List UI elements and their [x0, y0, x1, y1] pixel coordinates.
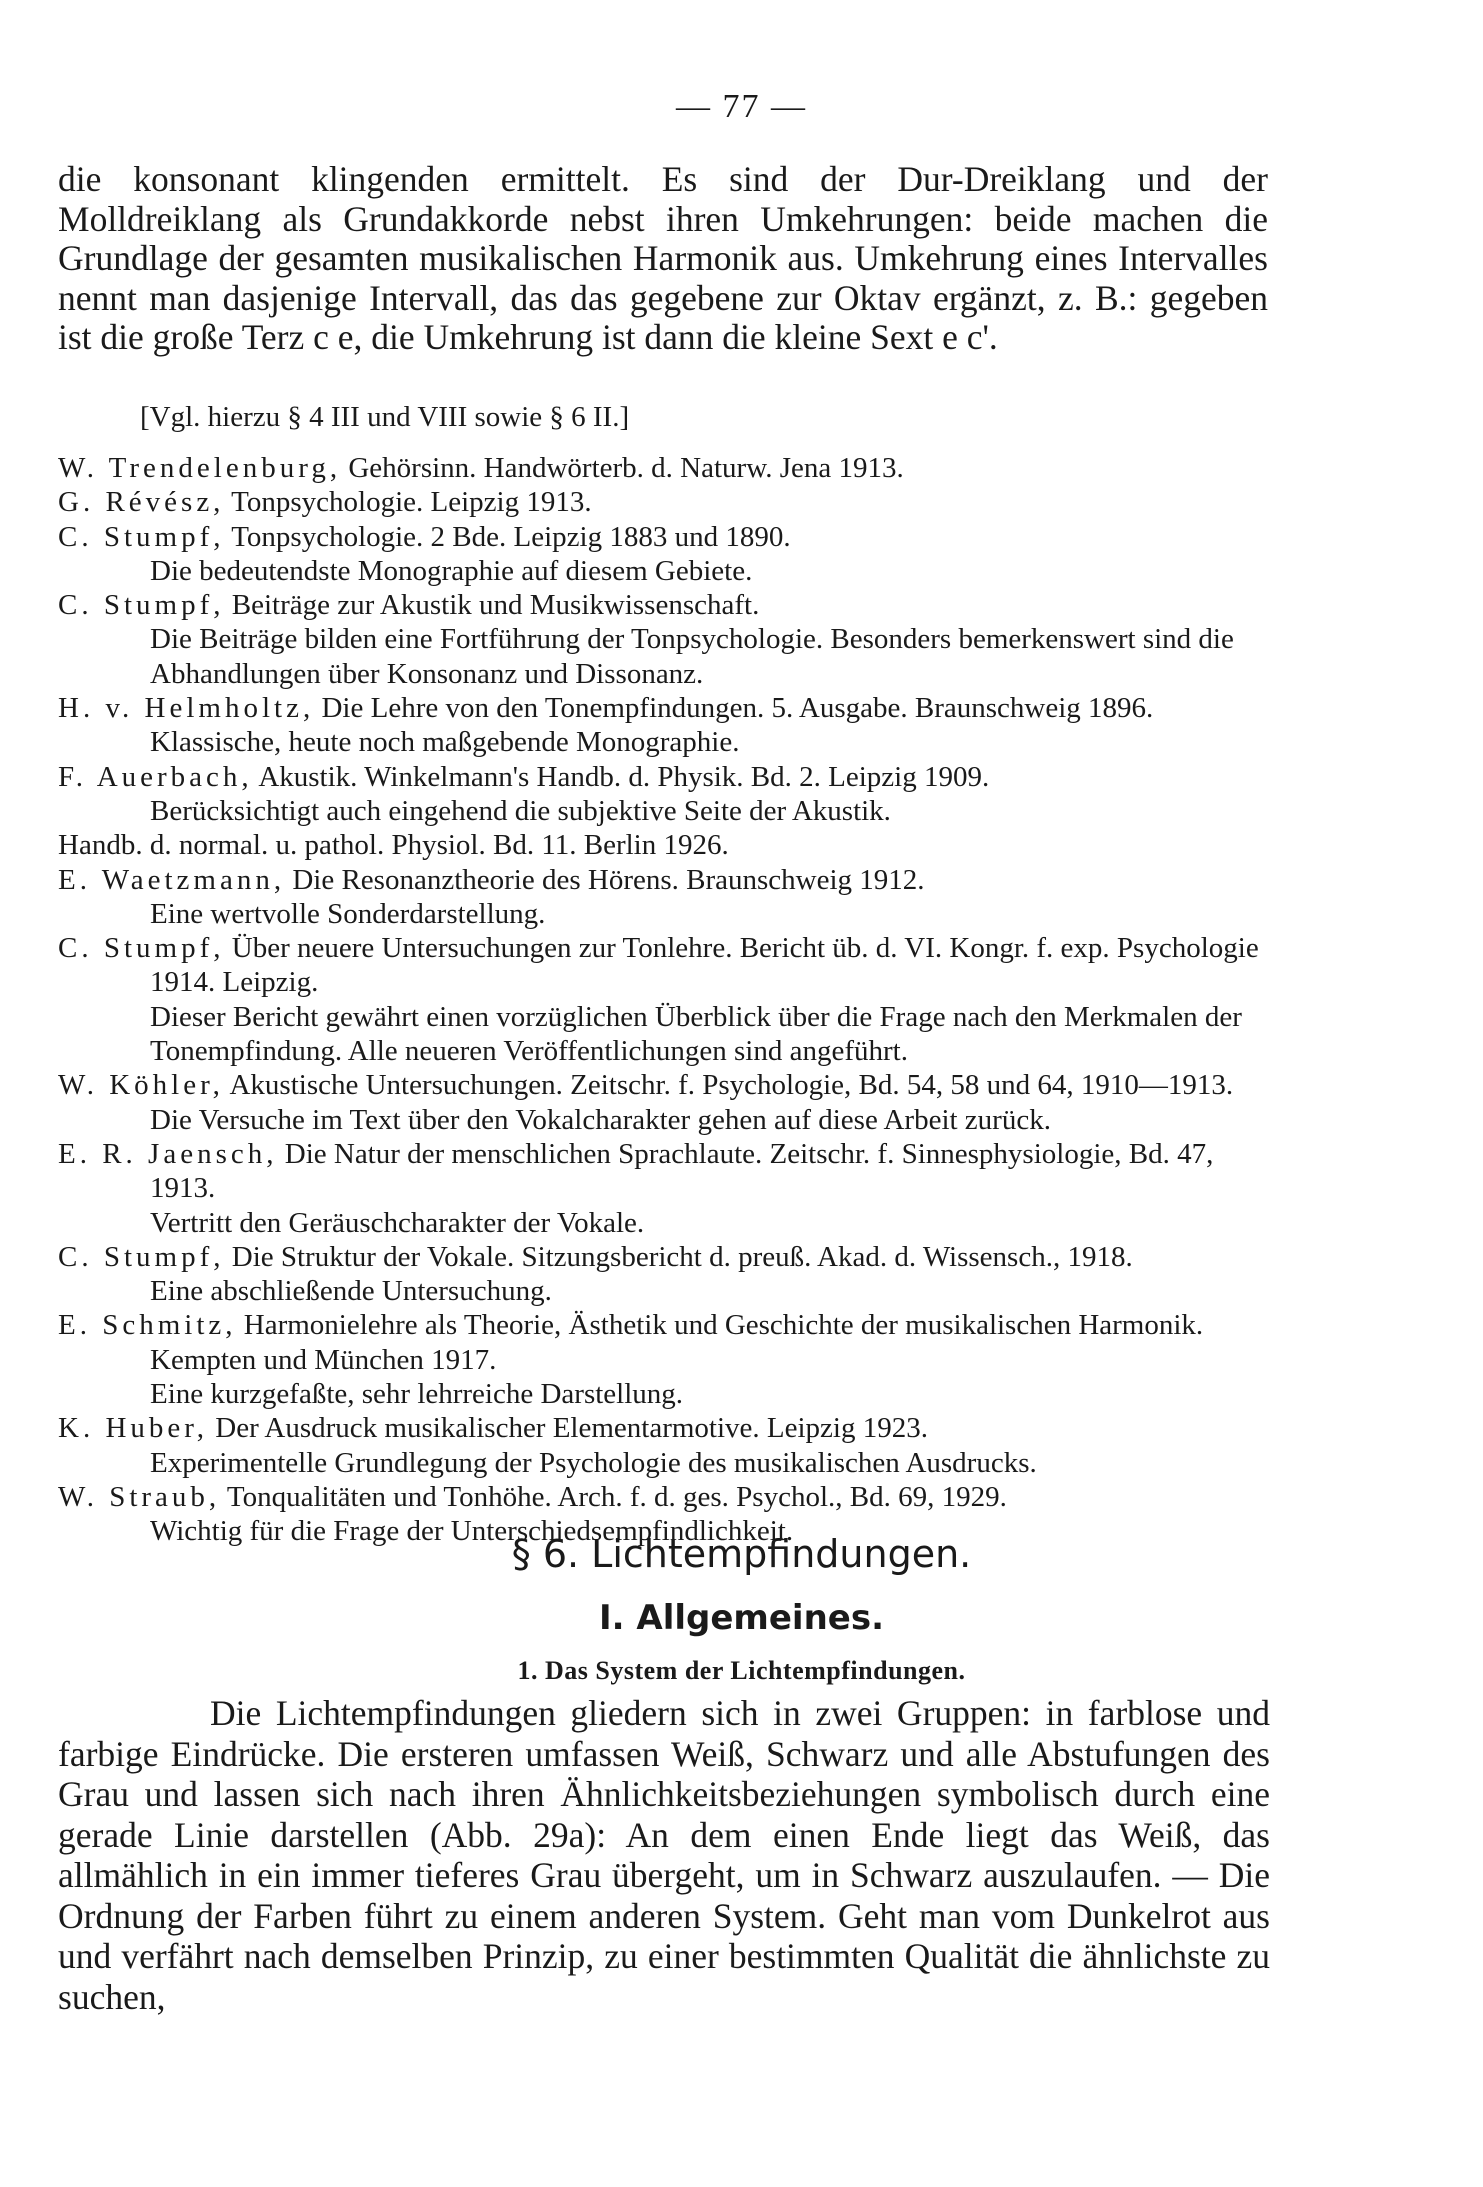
reference-text: Über neuere Untersuchungen zur Tonlehre. Bericht üb. d. VI. Kongr. f. exp. Psychologie 1914. Leipzig. [150, 932, 1259, 999]
reference-entry [58, 760, 1270, 794]
reference-note: Dieser Bericht gewährt einen vorzüglichen Überblick über die Frage nach den Merkmalen der Tonempfindung. Alle neueren Veröffentlichungen sind angeführt. [150, 1000, 1242, 1068]
reference-note: Wichtig für die Frage der Unterschiedsempfindlichkeit. [150, 1515, 794, 1548]
reference-text: Tonpsychologie. Leipzig 1913. [224, 486, 592, 519]
reference-author: F. Auerbach, [58, 760, 253, 793]
reference-note: Klassische, heute noch maßgebende Monographie. [150, 726, 740, 759]
see-also-note: [Vgl. hierzu § 4 III und VIII sowie § 6 II.] [140, 401, 630, 433]
reference-author: E. Schmitz, [58, 1309, 237, 1342]
reference-text: Handb. d. normal. u. pathol. Physiol. Bd. 11. Berlin 1926. [58, 829, 729, 862]
reference-text: Tonqualitäten und Tonhöhe. Arch. f. d. ges. Psychol., Bd. 69, 1929. [220, 1480, 1007, 1513]
reference-author: C. Stumpf, [58, 932, 225, 965]
reference-list [58, 451, 1270, 1549]
body-paragraph: Die Lichtempfindungen gliedern sich in zwei Gruppen: in farblose und farbige Eindrücke. Die ersteren umfassen Weiß, Schwarz und alle Abstufungen des Grau und lassen sich nach ihren Ähnlichkeitsbeziehungen symbolisch durch eine gerade Linie darstellen (Abb. 29a): An dem einen Ende liegt das Weiß, das allmählich in ein immer tieferes Grau übergeht, um in Schwarz auszulaufen. — Die Ordnung der Farben führt zu einem anderen System. Geht man vom Dunkelrot aus und verfährt nach demselben Prinzip, zu einer bestimmten Qualität die ähnlichste zu suchen, [58, 1693, 1270, 2017]
reference-note: Die Versuche im Text über den Vokalcharakter gehen auf diese Arbeit zurück. [150, 1103, 1051, 1136]
reference-note: Eine wertvolle Sonderdarstellung. [150, 897, 546, 930]
reference-entry [58, 1240, 1270, 1274]
reference-text: Die Resonanztheorie des Hörens. Braunschweig 1912. [285, 863, 925, 896]
reference-text: Der Ausdruck musikalischer Elementarmotive. Leipzig 1923. [208, 1412, 928, 1445]
reference-text: Akustik. Winkelmann's Handb. d. Physik. Bd. 2. Leipzig 1909. [252, 760, 990, 793]
reference-text: Tonpsychologie. 2 Bde. Leipzig 1883 und 1890. [224, 520, 791, 553]
reference-entry [58, 588, 1270, 622]
reference-text: Beiträge zur Akustik und Musikwissenschaft. [224, 589, 760, 622]
reference-text: Die Lehre von den Tonempfindungen. 5. Ausgabe. Braunschweig 1896. [314, 692, 1154, 725]
reference-entry [58, 863, 1270, 897]
reference-entry [58, 451, 1270, 485]
intro-paragraph: die konsonant klingenden ermittelt. Es sind der Dur-Dreiklang und der Molldreiklang als Grundakkorde nebst ihren Umkehrungen: beide machen die Grundlage der gesamten musikalischen Harmonik aus. Umkehrung eines Intervalles nennt man dasjenige Intervall, das das gegebene zur Oktav ergänzt, z. B.: gegeben ist die große Terz c e, die Umkehrung ist dann die kleine Sext e c'. [58, 159, 1268, 357]
reference-entry [58, 520, 1270, 554]
subsubsection-heading: 1. Das System der Lichtempfindungen. [517, 1656, 966, 1685]
reference-author: C. Stumpf, [58, 589, 225, 622]
reference-entry [58, 1480, 1270, 1514]
reference-author: G. Révész, [58, 486, 225, 519]
reference-note-text: Die Beiträge bilden eine Fortführung der Tonpsychologie. Besonders bemerkenswert sind die Abhandlungen über Konsonanz und Dissonanz. [150, 623, 1234, 690]
reference-note: Eine kurzgefaßte, sehr lehrreiche Darstellung. [150, 1378, 684, 1411]
reference-note [58, 622, 1270, 691]
reference-text: Die Natur der menschlichen Sprachlaute. Zeitschr. f. Sinnesphysiologie, Bd. 47, 1913. [150, 1137, 1214, 1205]
reference-note: Eine abschließende Untersuchung. [150, 1275, 552, 1308]
reference-author: K. Huber, [58, 1412, 209, 1445]
reference-entry [58, 691, 1270, 725]
reference-entry [58, 1411, 1270, 1445]
reference-author: W. Trendelenburg, [58, 452, 342, 484]
reference-note: Vertritt den Geräuschcharakter der Vokale. [150, 1206, 645, 1239]
reference-text: Die Struktur der Vokale. Sitzungsbericht d. preuß. Akad. d. Wissensch., 1918. [224, 1240, 1133, 1273]
reference-entry [58, 1308, 1270, 1377]
body-text [58, 1693, 1270, 2017]
reference-author: E. Waetzmann, [58, 863, 286, 896]
reference-author: W. Straub, [58, 1480, 221, 1513]
reference-author: C. Stumpf, [58, 1240, 225, 1273]
section-heading: § 6. Lichtempfindungen. [511, 1532, 972, 1576]
reference-author: W. Köhler, [58, 1069, 224, 1102]
subsection-heading: I. Allgemeines. [599, 1598, 884, 1638]
reference-note: Die bedeutendste Monographie auf diesem Gebiete. [150, 554, 753, 587]
reference-text: Gehörsinn. Handwörterb. d. Naturw. Jena 1913. [341, 452, 904, 484]
reference-text: Akustische Untersuchungen. Zeitschr. f. Psychologie, Bd. 54, 58 und 64, 1910—1913. [223, 1069, 1234, 1102]
reference-note: Berücksichtigt auch eingehend die subjektive Seite der Akustik. [150, 794, 891, 827]
reference-entry [58, 1068, 1270, 1102]
reference-entry [58, 931, 1270, 1000]
page-number: — 77 — [676, 88, 807, 125]
reference-entry [58, 485, 1270, 519]
reference-note: Experimentelle Grundlegung der Psychologie des musikalischen Ausdrucks. [150, 1446, 1037, 1479]
reference-entry [58, 1137, 1270, 1206]
reference-entry [58, 828, 1270, 862]
reference-author: C. Stumpf, [58, 520, 225, 553]
reference-author: E. R. Jaensch, [58, 1137, 278, 1170]
reference-text: Harmonielehre als Theorie, Ästhetik und Geschichte der musikalischen Harmonik. Kempten und München 1917. [150, 1309, 1204, 1376]
reference-author: H. v. Helmholtz, [58, 692, 315, 725]
